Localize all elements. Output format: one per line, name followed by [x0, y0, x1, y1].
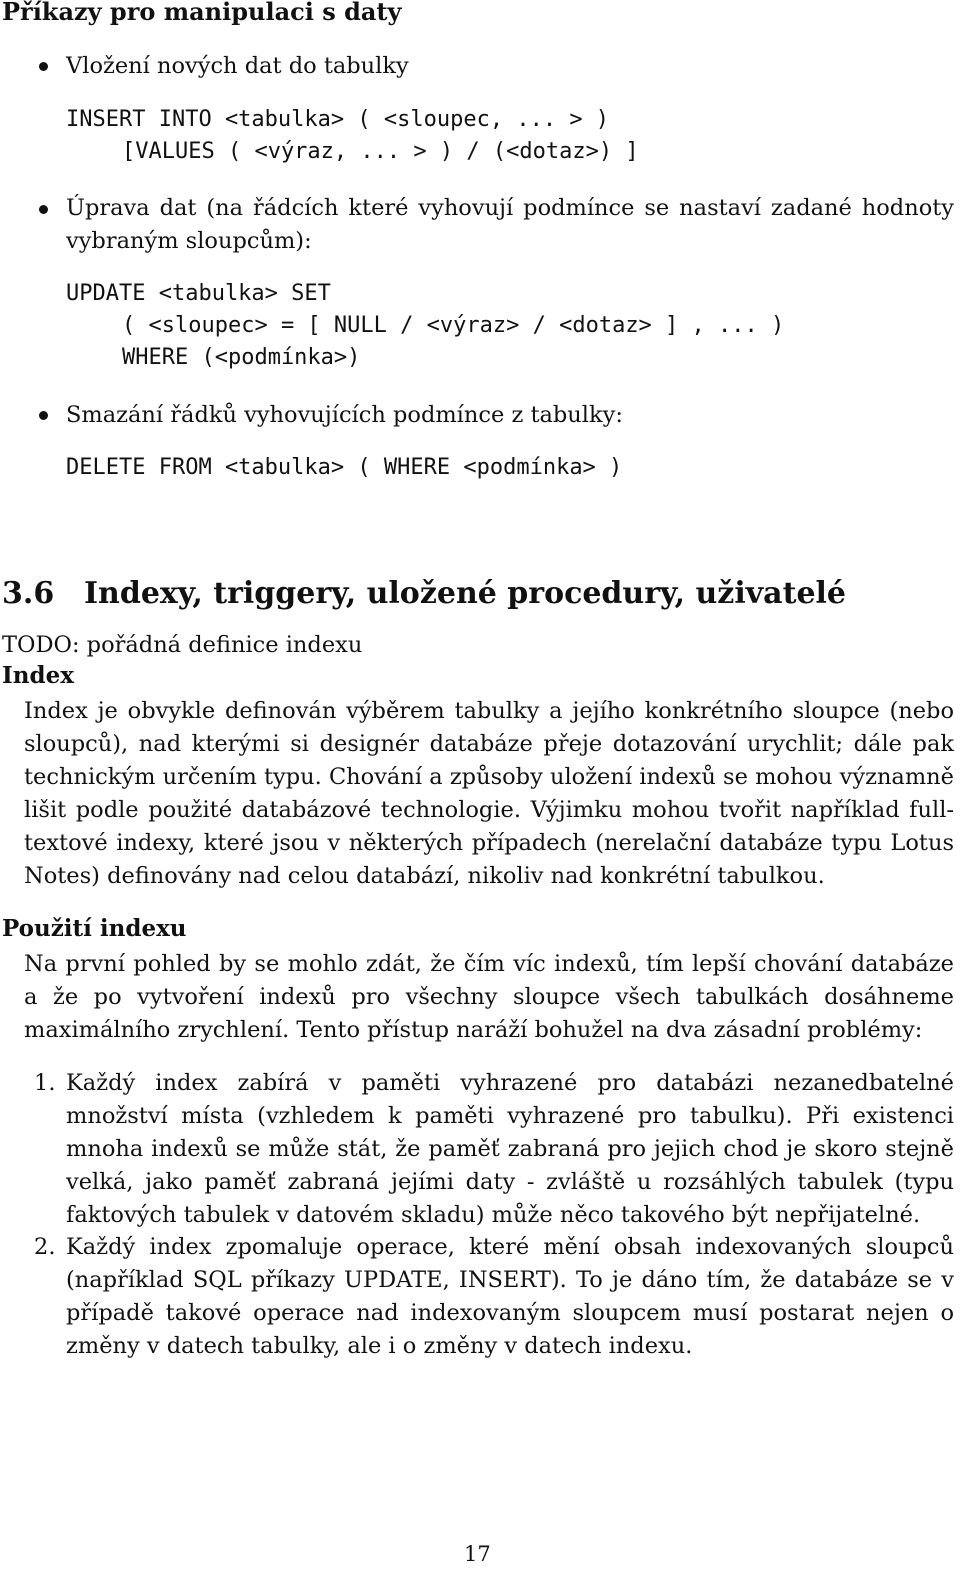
list-item-number: 1. [34, 1070, 56, 1096]
paragraph-usage-text: Na první pohled by se mohlo zdát, že čím víc indexů, tím lepší chování databáze a že po vytvoření indexů pro všechny sloupce všech tabulkách dosáhneme maximálního zrychlení. Tento přístup naráží bohužel na dva zásadní problémy: [24, 951, 954, 1043]
heading-data-manipulation: Příkazy pro manipulaci s daty [2, 0, 402, 26]
bullet-marker [39, 205, 48, 214]
paragraph-index-text: Index je obvykle definován výběrem tabulky a jejího konkrétního sloupce (nebo sloupců), nad kterými si designér databáze přeje dotazování urychlit; dále pak technickým určením typu. Chování a způsoby uložení indexů se mohou významně lišit podle použité databázové technologie. Výjimku mohou tvořit například full-textové indexy, které jsou v některých případech (nerelační databáze typu Lotus Notes) definovány nad celou databází, nikoliv nad konkrétní tabulkou. [24, 698, 954, 889]
bullet-insert-text: Vložení nových dat do tabulky [66, 53, 409, 79]
bullet-update-text: Úprava dat (na řádcích které vyhovují podmínce se nastaví zadané hodnoty vybraným sloupcům): [66, 195, 954, 254]
todo-note: TODO: pořádná definice indexu [2, 632, 363, 658]
bullet-marker [39, 411, 48, 420]
list-item-number: 2. [34, 1234, 56, 1260]
page-number: 17 [464, 1542, 491, 1566]
section-number: 3.6 [2, 576, 55, 611]
code-insert-line-2: [VALUES ( <výraz, ... > ) / (<dotaz>) ] [122, 139, 639, 164]
code-update-line-1: UPDATE <tabulka> SET [66, 281, 331, 306]
code-update-line-2: ( <sloupec> = [ NULL / <výraz> / <dotaz> ] , ... ) [122, 313, 785, 338]
bullet-delete-text: Smazání řádků vyhovujících podmínce z tabulky: [66, 402, 623, 428]
list-item-text: Každý index zabírá v paměti vyhrazené pro databázi nezanedbatelné množství místa (vzhledem k paměti vyhrazené pro tabulku). Při existenci mnoha indexů se může stát, že paměť zabraná pro jejich chod je skoro stejně velká, jako paměť zabraná jejími daty - zvláště u rozsáhlých tabulek (typu faktových tabulek v datovém skladu) může něco takového být nepřijatelné. [66, 1070, 954, 1228]
bullet-marker [39, 62, 48, 71]
paragraph-title-index: Index [2, 662, 74, 689]
paragraph-title-usage: Použití indexu [2, 915, 187, 942]
code-insert-line-1: INSERT INTO <tabulka> ( <sloupec, ... > ) [66, 107, 610, 132]
code-delete-line: DELETE FROM <tabulka> ( WHERE <podmínka> ) [66, 455, 623, 480]
list-item-text: Každý index zpomaluje operace, které mění obsah indexovaných sloupců (například SQL příkazy UPDATE, INSERT). To je dáno tím, že databáze se v případě takové operace nad indexovaným sloupcem musí postarat nejen o změny v datech tabulky, ale i o změny v datech indexu. [66, 1234, 954, 1359]
code-update-line-3: WHERE (<podmínka>) [122, 345, 361, 370]
section-title: Indexy, triggery, uložené procedury, uživatelé [84, 576, 847, 611]
